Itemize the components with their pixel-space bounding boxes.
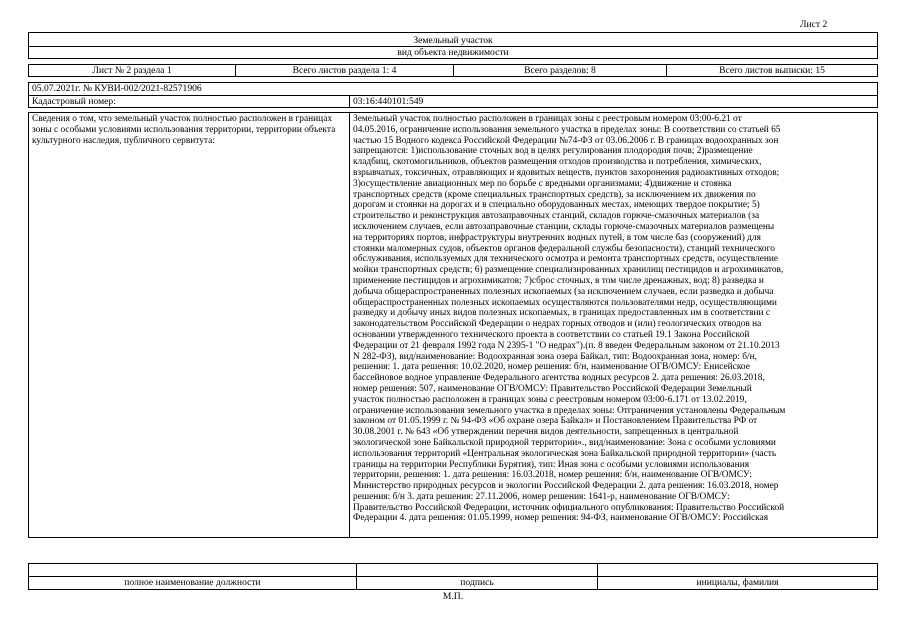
restriction-text-line: границы на территории Республики Бурятия), тип: Иная зона с особыми условиями использования — [353, 459, 750, 470]
restriction-text-line: 04.05.2016, ограничение использования земельного участка в пределах зоны: В соответствии со статьей 65 — [353, 124, 781, 135]
restriction-text-line: добыча общераспространенных полезных ископаемых (за исключением случаев, если разведка и добыча — [353, 286, 774, 297]
restriction-text-line: Федерации 4. дата решения: 01.05.1999, номер решения: 94-ФЗ, наименование ОГВ/ОМСУ: Российская — [353, 513, 769, 524]
restriction-text-line: Федерации от 21 февраля 1992 года N 2395-1 "О недрах").(п. 8 введен Федеральным законом от 21.10.2013 — [353, 340, 780, 351]
restriction-text-line: транспортных средств (кроме специальных транспортных средств), за исключением их движения по — [353, 189, 756, 200]
main-content-box — [28, 112, 878, 538]
signature-label: подпись — [460, 577, 494, 588]
restriction-text-line: номер решения: 507, наименование ОГВ/ОМСУ: Правительство Российской Федерации Земельный — [353, 383, 752, 394]
info-row — [28, 64, 878, 77]
doc-ref: 05.07.2021г. № КУВИ-002/2021-82571906 — [32, 83, 202, 94]
restriction-text-line: бассейновое водное управление Федерального агентства водных ресурсов 2. дата решения: 26.03.2018, — [353, 373, 765, 384]
header-subtitle: вид объекта недвижимости — [397, 47, 509, 58]
restriction-text-line: решения: б/н 3. дата решения: 27.11.2006, номер решения: 1641-р, наименование ОГВ/ОМСУ: — [353, 491, 730, 502]
restriction-text-line: запрещаются: 1)использование сточных вод в целях регулирования плодородия почв; 2)размещение — [353, 146, 753, 157]
restriction-text-line: использования территорий «Центральная экологическая зона Байкальской природной территории» (часть — [353, 448, 777, 459]
restriction-text-line: взрывчатых, токсичных, отравляющих и ядовитых веществ, пунктов захоронения радиоактивных отходов; — [353, 167, 780, 178]
restriction-text-line: обслуживания, используемых для технического осмотра и ремонта транспортных средств, осуществление — [353, 254, 779, 265]
restriction-text-line: решения: 1. дата решения: 10.02.2020, номер решения: б/н, наименование ОГВ/ОМСУ: Енисейское — [353, 362, 750, 373]
restriction-text-line: частью 15 Водного кодекса Российской Федерации №74-ФЗ от 03.06.2006 г. В границах водоохранных зон — [353, 135, 779, 146]
cadastral-number: 03:16:440101:549 — [353, 96, 424, 107]
restriction-text-line: разведку и добычу иных видов полезных ископаемых, в границах предоставленных им в соответствии с — [353, 308, 771, 319]
restriction-text-line: общераспространенных полезных ископаемых осуществляются пользователями недр, осуществляющими — [353, 297, 777, 308]
doc-ref-box — [28, 82, 878, 108]
total-sheets-extract: Всего листов выписки: 15 — [719, 65, 825, 76]
cadastral-label: Кадастровый номер: — [32, 96, 116, 107]
restriction-text-line: кладбищ, скотомогильников, объектов размещения отходов производства и потребления, химических, — [353, 157, 762, 168]
signature-box — [28, 563, 878, 590]
restriction-text-line: N 282-ФЗ), вид/наименование: Водоохранная зона озера Байкал, тип: Водоохранная зона, номер: б/н, — [353, 351, 758, 362]
restriction-text-line: строительство и реконструкция автозаправочных станций, складов горюче-смазочных материалов (за — [353, 211, 760, 222]
sheet-of-section: Лист № 2 раздела 1 — [92, 65, 172, 76]
restriction-text-line: мойки транспортных средств; 6) размещение специализированных хранилищ пестицидов и агрохимикатов, — [353, 265, 784, 276]
restriction-text-line: исключением случаев, если автозаправочные станции, склады горюче-смазочных материалов размещены — [353, 221, 775, 232]
position-label: полное наименование должности — [124, 577, 261, 588]
restriction-text-line: территории, решения: 1. дата решения: 16.03.2018, номер решения: б/н, наименование ОГВ/ОМСУ: — [353, 470, 752, 481]
total-sheets-section: Всего листов раздела 1: 4 — [292, 65, 397, 76]
restriction-text-line: применение пестицидов и агрохимикатов; 7)сброс сточных, в том числе дренажных, вод; 8) разведка и — [353, 275, 764, 286]
restriction-text-line: стоянки маломерных судов, объектов органов федеральной службы безопасности), станций технического — [353, 243, 775, 254]
header-title: Земельный участок — [413, 35, 493, 46]
zone-info-label: Сведения о том, что земельный участок полностью расположен в границах зоны с особыми условиями использования территории, территории объекта культурного наследия, публичного сервитута: — [32, 114, 336, 147]
restriction-text-line: Земельный участок полностью расположен в границах зоны с реестровым номером 03:00-6.21 от — [353, 114, 742, 124]
initials-label: инициалы, фамилия — [696, 577, 779, 588]
restriction-text-line: 30.08.2001 г. № 643 «Об утверждении перечня видов деятельности, запрещенных в центральной — [353, 427, 739, 438]
total-sections: Всего разделов: 8 — [524, 65, 596, 76]
restriction-text-line: Министерство природных ресурсов и экологии Российской Федерации 2. дата решения: 16.03.2018, номер — [353, 481, 779, 492]
restriction-text-line: дорогам и стоянки на дорогах и в специально оборудованных местах, имеющих твердое покрытие; 5) — [353, 200, 760, 211]
restriction-text-line: законом от 01.05.1999 г. № 94-ФЗ «Об охране озера Байкал» и Постановлением Правительства РФ от — [353, 416, 758, 427]
restriction-text-line: законодательством Российской Федерации о недрах горных отводов и (или) геологических отводов на — [353, 319, 762, 330]
header-box — [28, 32, 878, 59]
sheet-label: Лист 2 — [800, 19, 828, 30]
restriction-text-line: основании утвержденного технического проекта в соответствии со статьей 19.1 Закона Российской — [353, 329, 750, 340]
restriction-text-line: экологической зоне Байкальской природной территории»., вид/наименование: Зона с особыми условиями — [353, 437, 776, 448]
zone-restrictions-text — [353, 114, 877, 536]
stamp-label: М.П. — [442, 591, 464, 602]
restriction-text-line: на территориях портов, инфраструктуры внутренних водных путей, в том числе баз (сооружений) для — [353, 232, 761, 243]
restriction-text-line: участок полностью расположен в границах зоны с реестровым номером 03:00-6.171 от 13.02.2019, — [353, 394, 747, 405]
restriction-text-line: 3)осуществление авиационных мер по борьбе с вредными организмами; 4)движение и стоянка — [353, 178, 732, 189]
restriction-text-line: Правительство Российской Федерации, источник официального опубликования: Правительство Российской — [353, 502, 785, 513]
restriction-text-line: ограничение использования земельного участка в пределах зоны: Отграничения установлены Федеральным — [353, 405, 786, 416]
